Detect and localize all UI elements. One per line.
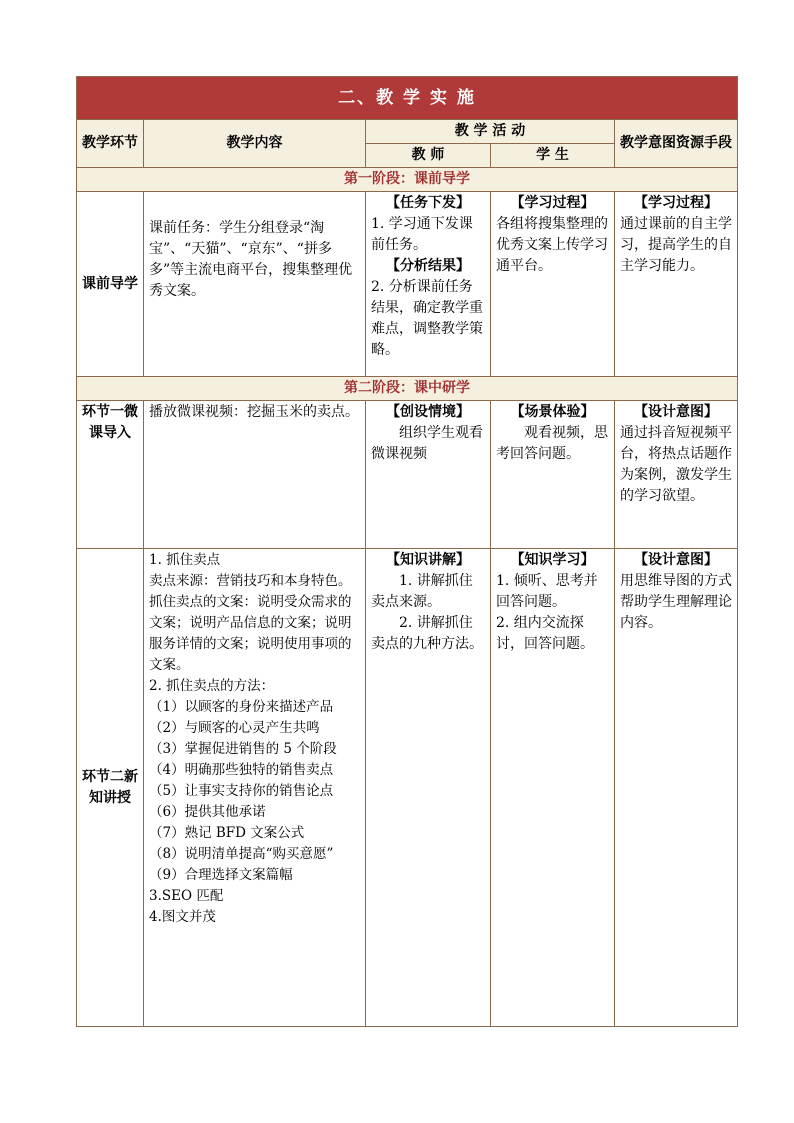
student-text: 2. 组内交流探讨，回答问题。 bbox=[496, 615, 594, 652]
content-line: 2. 抓住卖点的方法： bbox=[149, 678, 275, 694]
intent-text: 用思维导图的方式帮助学生理解理论内容。 bbox=[620, 573, 732, 631]
content-line: （5）让事实支持你的销售论点 bbox=[149, 783, 334, 799]
intent-cell bbox=[615, 401, 738, 549]
content-line: （9）合理选择文案篇幅 bbox=[149, 867, 293, 883]
student-cell bbox=[491, 192, 615, 377]
teacher-cell bbox=[366, 192, 491, 377]
teacher-heading: 【创设情境】 bbox=[386, 404, 470, 420]
content-line: 4.图文并茂 bbox=[149, 909, 216, 925]
teacher-text: 组织学生观看微课视频 bbox=[371, 425, 483, 462]
teacher-text: 2. 分析课前任务结果，确定教学重难点，调整教学策略。 bbox=[371, 279, 483, 358]
content-line: （4）明确那些独特的销售卖点 bbox=[149, 762, 334, 778]
intent-cell bbox=[615, 549, 738, 1027]
header-content: 教学内容 bbox=[144, 120, 366, 168]
intent-cell bbox=[615, 192, 738, 377]
content-line: （3）掌握促进销售的 5 个阶段 bbox=[149, 741, 337, 757]
row-content: 课前任务：学生分组登录“淘宝”、“天猫”、“京东”、“拼多多”等主流电商平台，搜集整理优秀文案。 bbox=[144, 192, 366, 377]
student-cell bbox=[491, 549, 615, 1027]
student-cell bbox=[491, 401, 615, 549]
table-row bbox=[77, 401, 738, 549]
teacher-heading: 【分析结果】 bbox=[386, 258, 470, 274]
header-student: 学 生 bbox=[491, 144, 615, 168]
stage2-label: 第二阶段：课中研学 bbox=[77, 377, 738, 401]
header-stage: 教学环节 bbox=[77, 120, 144, 168]
header-activity: 教 学 活 动 bbox=[366, 120, 615, 144]
content-line: （7）熟记 BFD 文案公式 bbox=[149, 825, 305, 841]
row-name: 环节一微课导入 bbox=[77, 401, 144, 549]
stage1-label: 第一阶段：课前导学 bbox=[77, 168, 738, 192]
intent-text: 通过课前的自主学习，提高学生的自主学习能力。 bbox=[620, 216, 732, 274]
student-text: 各组将搜集整理的优秀文案上传学习通平台。 bbox=[496, 216, 608, 274]
content-line: 抓住卖点的文案：说明受众需求的文案；说明产品信息的文案；说明服务详情的文案；说明使用事项的文案。 bbox=[149, 594, 352, 673]
intent-heading: 【学习过程】 bbox=[634, 195, 718, 211]
teacher-text: 2. 讲解抓住卖点的九种方法。 bbox=[371, 615, 483, 652]
header-intent: 教学意图资源手段 bbox=[615, 120, 738, 168]
table-row bbox=[77, 192, 738, 377]
table-row bbox=[77, 549, 738, 1027]
table-title: 二、教 学 实 施 bbox=[77, 77, 738, 120]
row-content: 播放微课视频：挖掘玉米的卖点。 bbox=[144, 401, 366, 549]
content-line: （2）与顾客的心灵产生共鸣 bbox=[149, 720, 320, 736]
student-heading: 【知识学习】 bbox=[510, 552, 595, 568]
content-line: （1）以顾客的身份来描述产品 bbox=[149, 699, 334, 715]
content-line: （6）提供其他承诺 bbox=[149, 804, 266, 820]
teacher-heading: 【任务下发】 bbox=[386, 195, 470, 211]
content-line: 1. 抓住卖点 bbox=[149, 552, 221, 568]
intent-heading: 【设计意图】 bbox=[634, 552, 718, 568]
teacher-cell bbox=[366, 401, 491, 549]
intent-text: 通过抖音短视频平台，将热点话题作为案例，激发学生的学习欲望。 bbox=[620, 425, 732, 504]
teacher-heading: 【知识讲解】 bbox=[386, 552, 470, 568]
student-text: 观看视频，思考回答问题。 bbox=[496, 425, 608, 462]
student-text: 1. 倾听、思考并回答问题。 bbox=[496, 573, 598, 610]
teacher-cell bbox=[366, 549, 491, 1027]
row-name: 课前导学 bbox=[77, 192, 144, 377]
intent-heading: 【设计意图】 bbox=[634, 404, 718, 420]
row-name: 环节二新知讲授 bbox=[77, 549, 144, 1027]
content-line: 3.SEO 匹配 bbox=[149, 888, 224, 904]
content-line: （8）说明清单提高“购买意愿” bbox=[149, 846, 334, 862]
header-teacher: 教 师 bbox=[366, 144, 491, 168]
content-line: 卖点来源：营销技巧和本身特色。 bbox=[149, 573, 352, 589]
student-heading: 【学习过程】 bbox=[510, 195, 595, 211]
teaching-plan-table bbox=[76, 76, 738, 1027]
teacher-text: 1. 学习通下发课前任务。 bbox=[371, 216, 473, 253]
row-content bbox=[144, 549, 366, 1027]
teacher-text: 1. 讲解抓住卖点来源。 bbox=[371, 573, 473, 610]
student-heading: 【场景体验】 bbox=[510, 404, 595, 420]
